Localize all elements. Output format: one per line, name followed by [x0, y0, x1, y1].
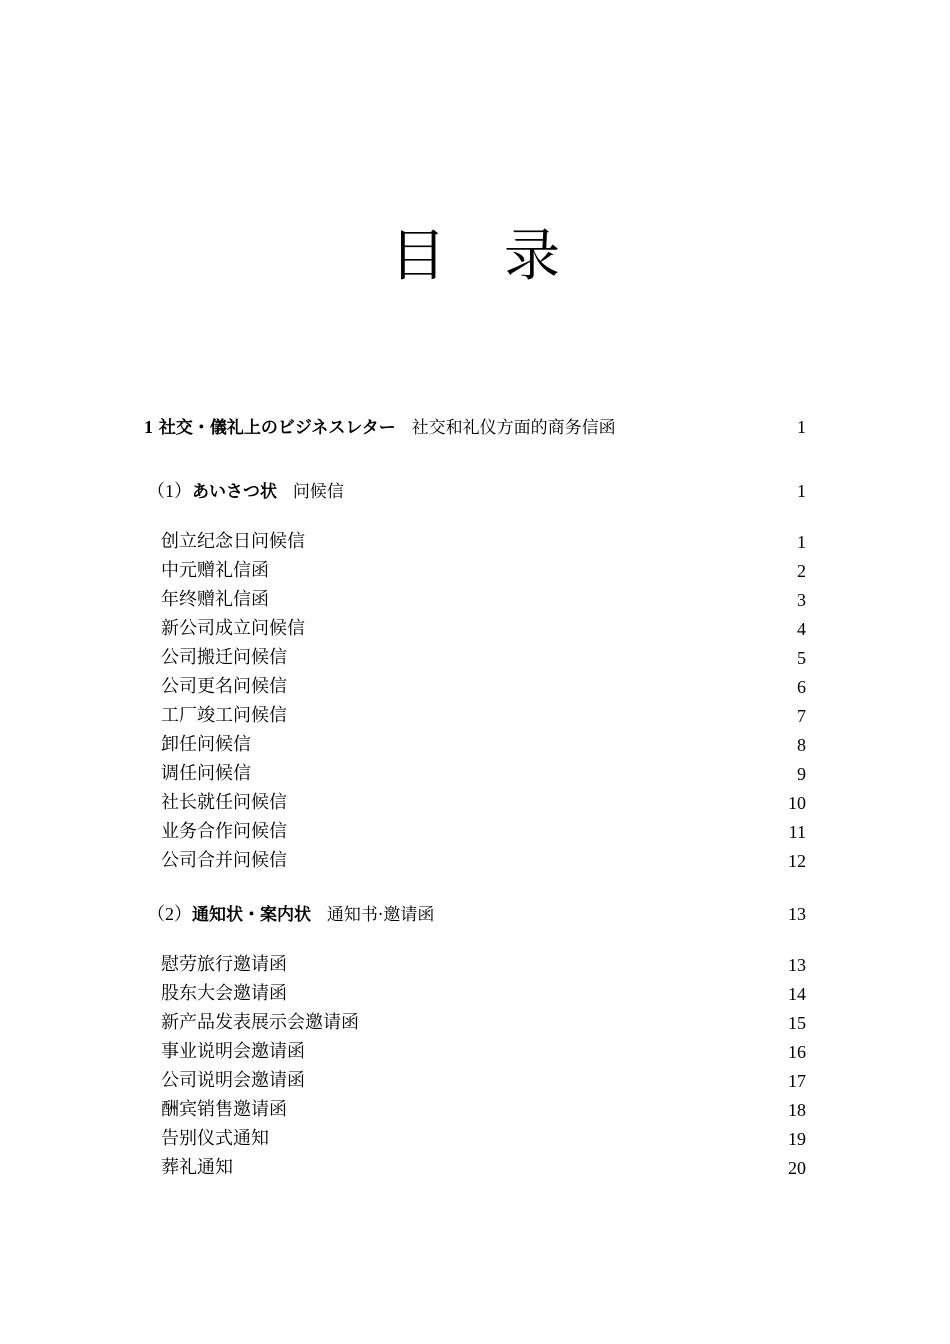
section-number: （2） [147, 904, 192, 924]
toc-entry[interactable] [0, 616, 950, 642]
toc-entry[interactable] [0, 761, 950, 787]
page-number: 20 [788, 1158, 806, 1178]
page-number: 12 [788, 851, 806, 871]
toc-entry[interactable] [0, 732, 950, 758]
entry-label: 工厂竣工问候信 [161, 705, 287, 726]
toc-entry[interactable] [0, 952, 950, 978]
page-number: 4 [797, 619, 806, 639]
page-number: 5 [797, 648, 806, 668]
toc-entry[interactable] [0, 529, 950, 555]
chapter-label [144, 414, 616, 441]
page-number: 9 [797, 764, 806, 784]
page-number: 19 [788, 1129, 806, 1149]
section-label [147, 901, 434, 928]
toc-chapter-1[interactable] [0, 414, 950, 440]
entry-label: 公司说明会邀请函 [161, 1070, 305, 1091]
section-title-ja: あいさつ状 [192, 482, 277, 502]
page-number: 13 [788, 904, 806, 924]
entry-label: 慰劳旅行邀请函 [161, 954, 287, 975]
section-label [147, 478, 344, 505]
page-number: 2 [797, 561, 806, 581]
toc-section-2[interactable] [0, 901, 950, 927]
entry-label: 卸任问候信 [161, 734, 251, 755]
page-number: 6 [797, 677, 806, 697]
toc-entry[interactable] [0, 819, 950, 845]
page-number: 13 [788, 955, 806, 975]
section-number: （1） [147, 481, 192, 501]
page-number: 1 [797, 417, 806, 437]
entry-label: 酬宾销售邀请函 [161, 1099, 287, 1120]
page-number: 8 [797, 735, 806, 755]
entry-label: 公司更名问候信 [161, 676, 287, 697]
entry-label: 新公司成立问候信 [161, 618, 305, 639]
section-title-ja: 通知状・案内状 [192, 905, 311, 925]
chapter-number: 1 [144, 417, 153, 437]
page-number: 17 [788, 1071, 806, 1091]
toc-entry[interactable] [0, 1126, 950, 1152]
section-title-cn: 通知书·邀请函 [326, 905, 435, 925]
entry-label: 葬礼通知 [161, 1157, 233, 1178]
page-number: 14 [788, 984, 806, 1004]
entry-label: 创立纪念日问候信 [161, 531, 305, 552]
entry-label: 新产品发表展示会邀请函 [161, 1012, 359, 1033]
entry-label: 业务合作问候信 [161, 821, 287, 842]
toc-section-1[interactable] [0, 478, 950, 504]
entry-label: 社长就任问候信 [161, 792, 287, 813]
chapter-title-ja: 社交・儀礼上のビジネスレター [158, 418, 396, 438]
page-number: 16 [788, 1042, 806, 1062]
page-number: 3 [797, 590, 806, 610]
entry-label: 事业说明会邀请函 [161, 1041, 305, 1062]
entry-label: 公司搬迁问候信 [161, 647, 287, 668]
toc-entry[interactable] [0, 558, 950, 584]
toc-entry[interactable] [0, 587, 950, 613]
page-number: 18 [788, 1100, 806, 1120]
entry-label: 股东大会邀请函 [161, 983, 287, 1004]
toc-entry[interactable] [0, 1097, 950, 1123]
entry-label: 公司合并问候信 [161, 850, 287, 871]
title-char-2: 录 [504, 224, 560, 289]
toc-entry[interactable] [0, 674, 950, 700]
page-number: 1 [797, 481, 806, 501]
toc-entry[interactable] [0, 645, 950, 671]
page-number: 11 [788, 822, 806, 842]
section-title-cn: 问候信 [292, 482, 344, 502]
toc-entry[interactable] [0, 790, 950, 816]
page-number: 1 [797, 532, 806, 552]
entry-label: 年终赠礼信函 [161, 589, 269, 610]
page-title [0, 222, 950, 292]
chapter-title-cn: 社交和礼仪方面的商务信函 [411, 418, 616, 438]
entry-label: 中元赠礼信函 [161, 560, 269, 581]
entry-label: 调任问候信 [161, 763, 251, 784]
toc-entry[interactable] [0, 981, 950, 1007]
toc-entry[interactable] [0, 1039, 950, 1065]
entry-label: 告别仪式通知 [161, 1128, 269, 1149]
page-number: 10 [788, 793, 806, 813]
page-number: 15 [788, 1013, 806, 1033]
title-char-1: 目 [390, 224, 446, 289]
toc-entry[interactable] [0, 1010, 950, 1036]
page-number: 7 [797, 706, 806, 726]
toc-entry[interactable] [0, 1068, 950, 1094]
toc-entry[interactable] [0, 1155, 950, 1181]
toc-entry[interactable] [0, 848, 950, 874]
toc-entry[interactable] [0, 703, 950, 729]
